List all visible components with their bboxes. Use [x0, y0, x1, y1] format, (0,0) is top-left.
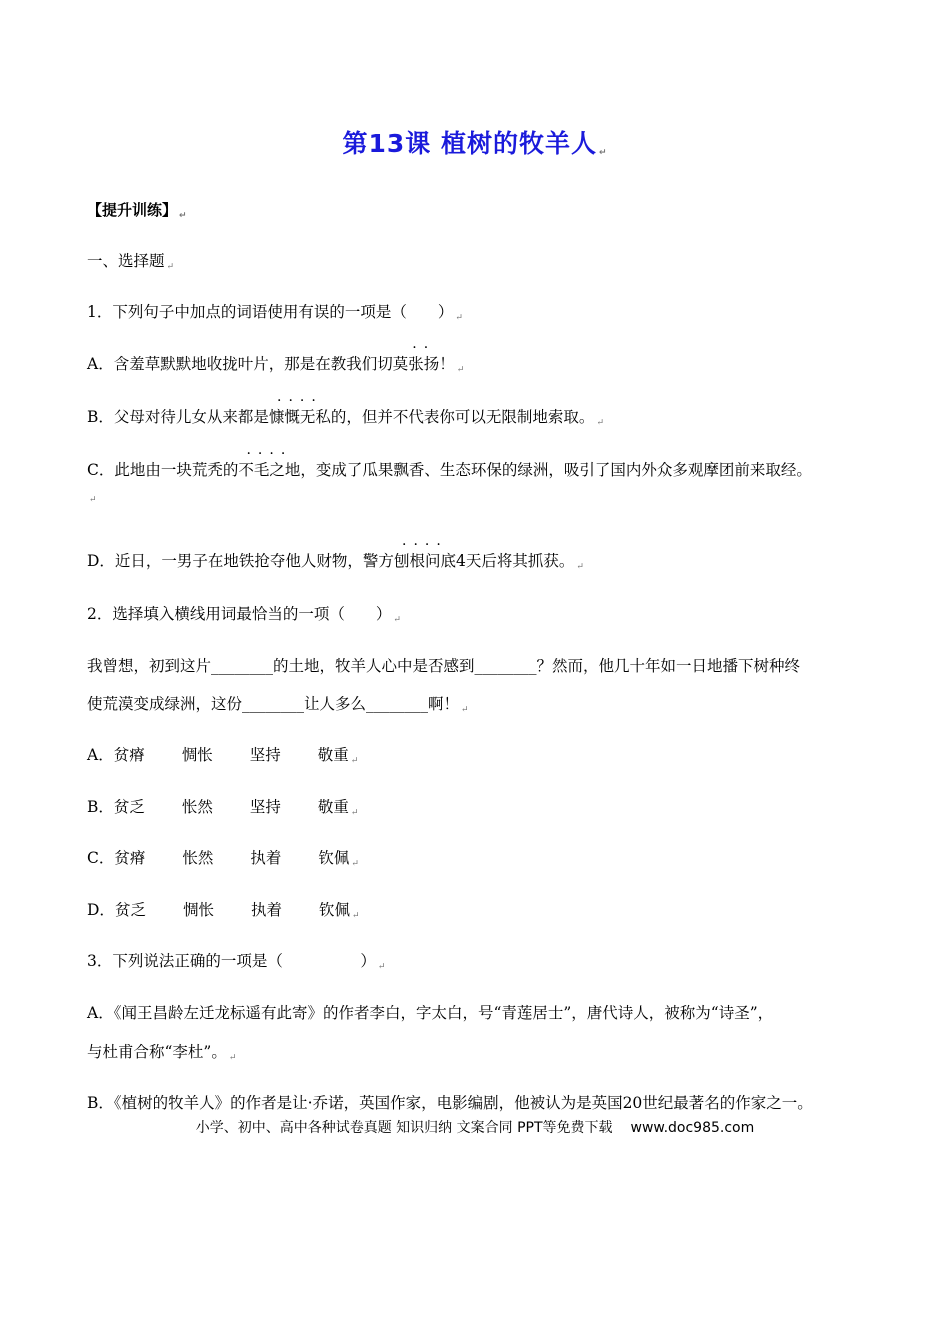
q3-stem	[87, 950, 385, 978]
option-word: 坚持	[249, 798, 281, 816]
q3-a-text-2: 与杜甫合称“李杜”。	[87, 1043, 227, 1061]
q1-a-text-post: ！	[439, 355, 455, 373]
option-word: 怅然	[182, 849, 214, 867]
q3-option-b	[87, 1092, 813, 1114]
q2-stem-text: 2．选择填入横线用词最恰当的一项（ ）	[87, 605, 392, 623]
q3-a-text-1: A．《闻王昌龄左迁龙标遥有此寄》的作者李白，字太白，号“青莲居士”，唐代诗人，被称为“诗圣”，	[87, 1004, 774, 1022]
q2-passage-text-2: 使荒漠变成绿洲，这份________让人多么________啊！	[87, 695, 460, 713]
option-label: C．	[87, 849, 115, 867]
option-word: 敬重	[317, 798, 349, 816]
paragraph-mark: ↵	[351, 859, 359, 869]
option-word: 贫乏	[113, 798, 145, 816]
q1-c-emphasized-word	[238, 446, 301, 481]
emphasis-dots: ····	[402, 537, 448, 553]
q2-option-c	[87, 847, 359, 875]
q1-b-word: 慷慨无私	[268, 408, 331, 426]
option-word: 执着	[250, 849, 282, 867]
q2-passage-line-1	[87, 655, 800, 677]
option-label: B．	[87, 798, 114, 816]
paragraph-mark: ↵	[179, 211, 187, 221]
q1-a-text-pre: A．含羞草默默地收拢叶片，那是在教我们切莫	[87, 355, 409, 373]
q1-a-emphasized-word	[408, 340, 440, 375]
footer-text: 小学、初中、高中各种试卷真题 知识归纳 文案合同 PPT等免费下载	[195, 1120, 613, 1136]
option-label: A．	[87, 746, 114, 764]
paragraph-mark: ↵	[576, 562, 584, 572]
part-heading	[87, 250, 174, 278]
q1-d-word: 刨根问底	[393, 552, 456, 570]
page-footer	[0, 1117, 950, 1137]
q2-passage-line-2	[87, 693, 469, 721]
option-word: 贫瘠	[114, 849, 146, 867]
title-text: 第13课 植树的牧羊人	[342, 129, 597, 158]
option-label: D．	[87, 901, 115, 919]
paragraph-mark: ↵	[596, 418, 604, 428]
q2-stem	[87, 603, 401, 631]
page-title	[0, 124, 950, 160]
q3-option-a-line-1	[87, 1002, 773, 1024]
q1-option-b	[87, 393, 604, 434]
option-word: 钦佩	[318, 849, 350, 867]
q1-d-emphasized-word	[393, 537, 456, 572]
q1-a-word: 张扬	[408, 355, 440, 373]
option-word: 惆怅	[181, 746, 213, 764]
section-text: 【提升训练】	[87, 201, 178, 219]
q1-option-d	[87, 537, 584, 578]
option-word: 执着	[250, 901, 282, 919]
q1-b-text-post: 的，但并不代表你可以无限制地索取。	[330, 408, 595, 426]
option-word: 敬重	[317, 746, 349, 764]
q2-option-b	[87, 796, 358, 824]
option-word: 钦佩	[318, 901, 350, 919]
q1-c-text-pre: C．此地由一块荒秃的	[87, 461, 239, 479]
paragraph-mark: ↵	[89, 495, 97, 505]
q1-stem-text: 1．下列句子中加点的词语使用有误的一项是（ ）	[87, 303, 454, 321]
q2-option-d	[87, 899, 360, 927]
q1-stem	[87, 301, 463, 329]
q1-option-c	[87, 446, 812, 481]
q1-b-text-pre: B．父母对待儿女从来都是	[87, 408, 269, 426]
option-word: 坚持	[249, 746, 281, 764]
q1-d-text-post: 4天后将其抓获。	[455, 552, 575, 570]
emphasis-dots: ····	[277, 393, 323, 409]
paragraph-mark: ↵	[393, 615, 401, 625]
q1-c-paragraph-mark-line	[87, 483, 97, 511]
emphasis-dots: ··	[412, 340, 436, 356]
option-word: 贫瘠	[113, 746, 145, 764]
q3-stem-text: 3．下列说法正确的一项是（ ）	[87, 952, 376, 970]
q1-option-a	[87, 340, 465, 381]
paragraph-mark: ↵	[166, 262, 175, 272]
emphasis-dots: ····	[246, 446, 293, 462]
q1-c-text-post: ，变成了瓜果飘香、生态环保的绿洲，吸引了国内外众多观摩团前来取经。	[300, 461, 812, 479]
q1-d-text-pre: D．近日，一男子在地铁抢夺他人财物，警方	[87, 552, 394, 570]
paragraph-mark: ↵	[461, 705, 469, 715]
q2-option-a	[87, 744, 358, 772]
paragraph-mark: ↵	[455, 313, 463, 323]
option-word: 惆怅	[182, 901, 214, 919]
paragraph-mark: ↵	[456, 365, 465, 375]
footer-website-link[interactable]: www.doc985.com	[630, 1120, 755, 1136]
paragraph-mark: ↵	[351, 911, 360, 921]
paragraph-mark: ↵	[598, 148, 608, 158]
paragraph-mark: ↵	[350, 808, 359, 818]
q3-option-a-line-2	[87, 1041, 236, 1069]
q1-c-word: 不毛之地	[238, 461, 301, 479]
q1-b-emphasized-word	[268, 393, 331, 428]
q2-passage-text-1: 我曾想，初到这片________的土地，牧羊人心中是否感到________？然而，他几十年如一日地播下树种终	[87, 657, 801, 675]
paragraph-mark: ↵	[377, 962, 386, 972]
part-text: 一、选择题	[87, 252, 165, 270]
paragraph-mark: ↵	[228, 1053, 237, 1063]
section-heading	[87, 199, 187, 227]
option-word: 怅然	[181, 798, 213, 816]
option-word: 贫乏	[114, 901, 146, 919]
q3-b-text: B．《植树的牧羊人》的作者是让·乔诺，英国作家，电影编剧，他被认为是英国20世纪最著名的作家之一。	[87, 1094, 813, 1112]
paragraph-mark: ↵	[350, 756, 359, 766]
